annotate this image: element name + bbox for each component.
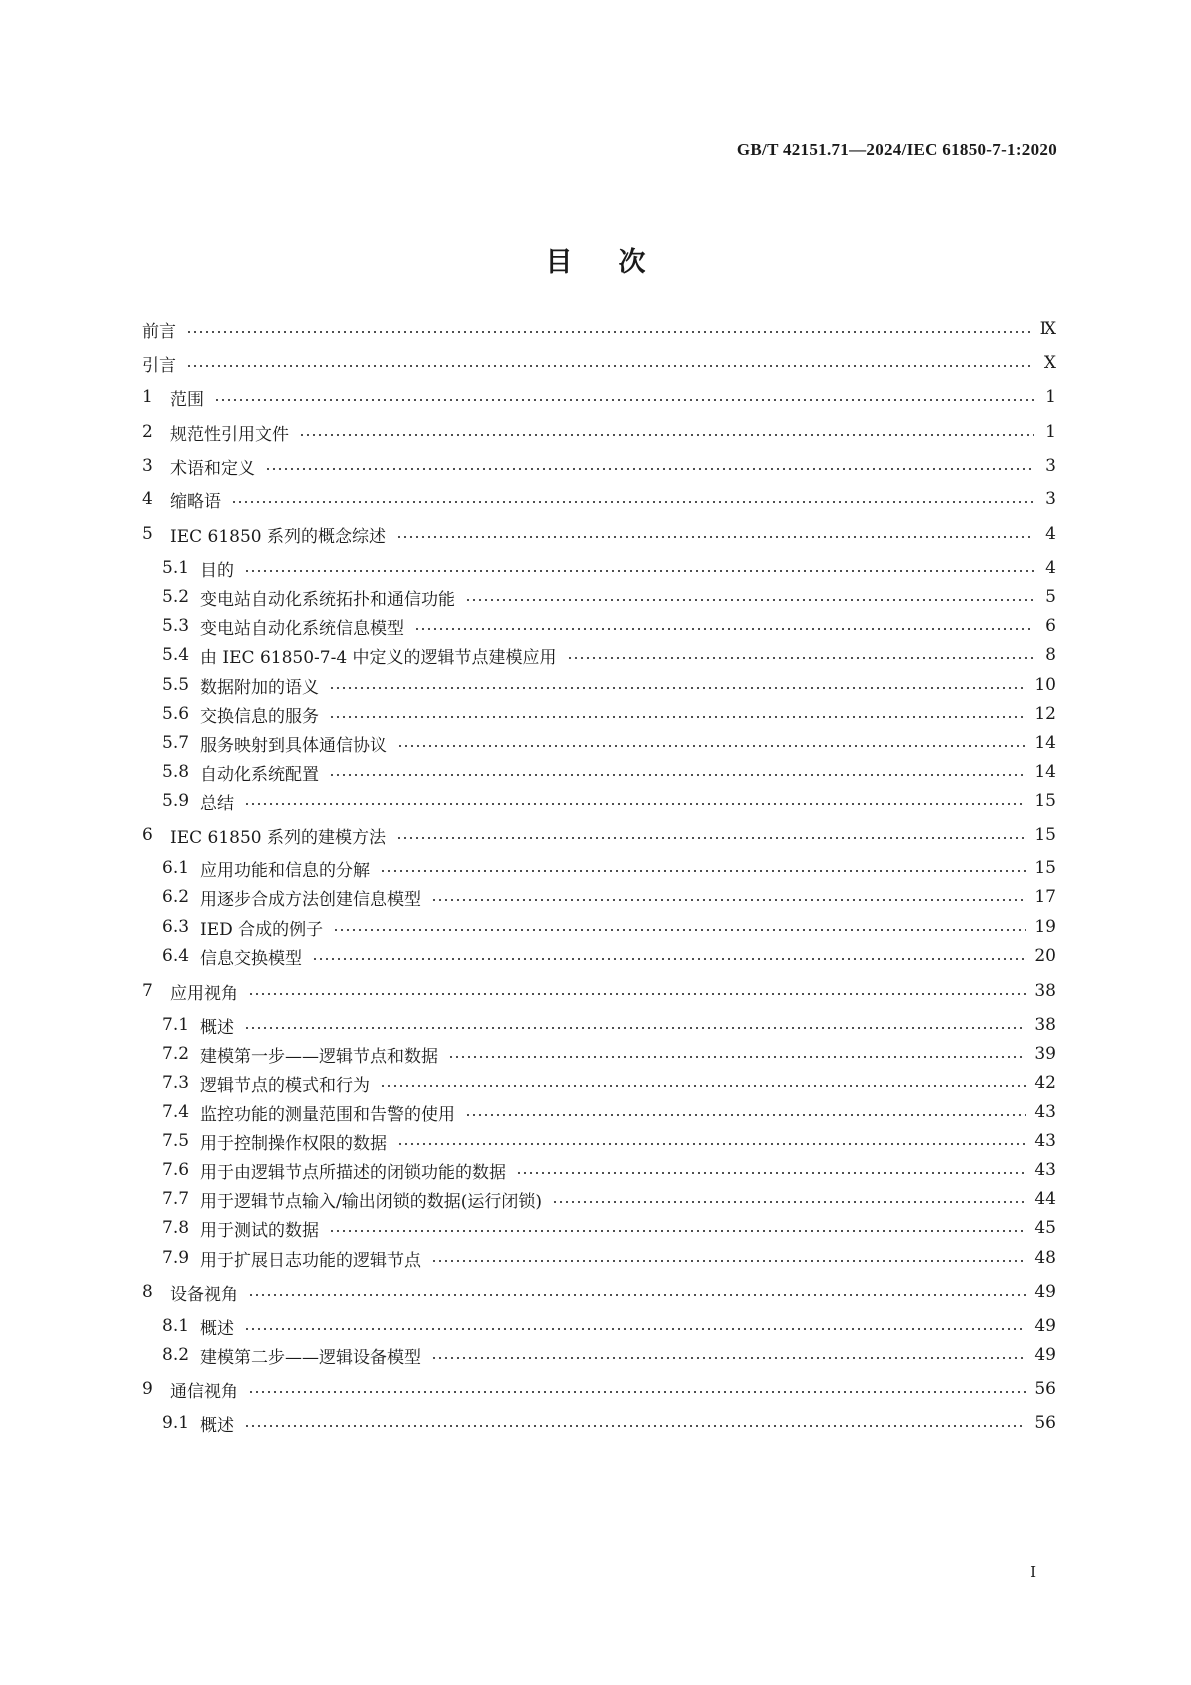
toc-entry-label: IEC 61850 系列的建模方法 [170, 827, 387, 848]
dot-leader [329, 774, 1026, 776]
toc-entry-number: 7.6 [162, 1160, 190, 1180]
toc-entry-number: 5.2 [162, 587, 190, 607]
dot-leader [329, 716, 1026, 718]
toc-entry-label: 总结 [200, 793, 234, 814]
toc-entry-label: 数据附加的语义 [200, 677, 319, 698]
toc-entry-number: 5.3 [162, 616, 190, 636]
toc-entry-page: Ⅸ [1039, 319, 1056, 339]
toc-entry-page: Ⅹ [1043, 353, 1056, 373]
toc-entry-page: 38 [1034, 1015, 1056, 1035]
dot-leader [431, 899, 1026, 901]
toc-entry[interactable] [162, 884, 1056, 910]
toc-entry[interactable] [162, 701, 1056, 727]
dot-leader [186, 331, 1032, 333]
toc-entry-page: 6 [1045, 616, 1056, 636]
toc-entry-number: 3 [142, 456, 153, 476]
toc-entry-number: 7.5 [162, 1131, 190, 1151]
toc-entry-label: 应用视角 [170, 983, 238, 1004]
toc-entry[interactable] [142, 1279, 1056, 1305]
toc-entry-label: 缩略语 [170, 491, 221, 512]
toc-entry-page: 19 [1034, 917, 1056, 937]
toc-entry-page: 44 [1034, 1189, 1056, 1209]
toc-entry-page: 48 [1034, 1248, 1056, 1268]
dot-leader [299, 434, 1034, 436]
toc-entry-number: 6.1 [162, 858, 190, 878]
toc-entry-number: 5.6 [162, 704, 190, 724]
toc-entry-number: 5.5 [162, 675, 190, 695]
dot-leader [397, 745, 1026, 747]
toc-entry-label: 概述 [200, 1017, 234, 1038]
toc-entry-page: 4 [1045, 558, 1056, 578]
toc-entry-page: 10 [1034, 675, 1056, 695]
toc-entry[interactable] [142, 978, 1056, 1004]
toc-entry-number: 5.7 [162, 733, 190, 753]
toc-entry[interactable] [162, 1012, 1056, 1038]
toc-entry-label: 术语和定义 [170, 458, 255, 479]
toc-entry-page: 38 [1034, 981, 1056, 1001]
dot-leader [431, 1357, 1026, 1359]
toc-entry[interactable] [162, 1041, 1056, 1067]
dot-leader [329, 1230, 1026, 1232]
toc-entry-label: 引言 [142, 355, 176, 376]
toc-entry-number: 6 [142, 825, 153, 845]
toc-entry-number: 8.1 [162, 1316, 190, 1336]
page-number: Ⅰ [1030, 1563, 1036, 1581]
toc-entry[interactable] [142, 316, 1056, 342]
toc-entry-label: 范围 [170, 389, 204, 410]
toc-entry-page: 56 [1034, 1379, 1056, 1399]
toc-entry[interactable] [162, 1099, 1056, 1125]
toc-entry[interactable] [142, 1376, 1056, 1402]
toc-entry[interactable] [142, 486, 1056, 512]
toc-entry-page: 8 [1045, 645, 1056, 665]
toc-entry-number: 9.1 [162, 1413, 190, 1433]
dot-leader [214, 399, 1034, 401]
toc-entry-page: 14 [1034, 733, 1056, 753]
toc-entry-label: 由 IEC 61850-7-4 中定义的逻辑节点建模应用 [200, 647, 557, 668]
toc-entry-page: 15 [1034, 791, 1056, 811]
toc-entry-label: 用于扩展日志功能的逻辑节点 [200, 1250, 421, 1271]
toc-entry-page: 43 [1034, 1160, 1056, 1180]
toc-entry[interactable] [162, 1410, 1056, 1436]
toc-entry[interactable] [162, 642, 1056, 668]
toc-entry-label: 变电站自动化系统信息模型 [200, 618, 404, 639]
dot-leader [312, 958, 1026, 960]
dot-leader [329, 687, 1026, 689]
toc-entry-label: 用于测试的数据 [200, 1220, 319, 1241]
dot-leader [248, 993, 1026, 995]
toc-entry[interactable] [162, 914, 1056, 940]
toc-entry-label: 变电站自动化系统拓扑和通信功能 [200, 589, 455, 610]
dot-leader [248, 1391, 1026, 1393]
toc-entry[interactable] [162, 1342, 1056, 1368]
toc-entry[interactable] [162, 555, 1056, 581]
toc-entry-number: 1 [142, 387, 153, 407]
toc-entry[interactable] [162, 943, 1056, 969]
dot-leader [244, 570, 1034, 572]
toc-entry[interactable] [162, 1186, 1056, 1212]
toc-entry-page: 49 [1034, 1316, 1056, 1336]
dot-leader [380, 1085, 1026, 1087]
toc-entry[interactable] [162, 1157, 1056, 1183]
dot-leader [248, 1294, 1026, 1296]
toc-entry-number: 6.4 [162, 946, 190, 966]
toc-entry-label: 通信视角 [170, 1381, 238, 1402]
toc-entry[interactable] [162, 759, 1056, 785]
toc-entry-number: 4 [142, 489, 153, 509]
toc-entry-number: 5 [142, 524, 153, 544]
toc-entry-label: 建模第二步——逻辑设备模型 [200, 1347, 421, 1368]
toc-entry-number: 7.9 [162, 1248, 190, 1268]
toc-entry-label: 用于由逻辑节点所描述的闭锁功能的数据 [200, 1162, 506, 1183]
toc-entry-page: 20 [1034, 946, 1056, 966]
toc-entry-number: 7.4 [162, 1102, 190, 1122]
toc-entry-page: 43 [1034, 1102, 1056, 1122]
toc-entry-page: 3 [1045, 456, 1056, 476]
standard-code: GB/T 42151.71—2024/IEC 61850-7-1:2020 [736, 140, 1057, 159]
toc-entry-label: 逻辑节点的模式和行为 [200, 1075, 370, 1096]
toc-entry[interactable] [162, 1245, 1056, 1271]
toc-entry-page: 1 [1045, 387, 1056, 407]
toc-entry-label: IEC 61850 系列的概念综述 [170, 526, 387, 547]
dot-leader [448, 1056, 1026, 1058]
toc-entry-label: 自动化系统配置 [200, 764, 319, 785]
toc-entry-page: 49 [1034, 1282, 1056, 1302]
dot-leader [552, 1201, 1026, 1203]
dot-leader [333, 929, 1026, 931]
toc-entry-page: 1 [1045, 422, 1056, 442]
dot-leader [265, 468, 1034, 470]
dot-leader [396, 536, 1034, 538]
toc-entry[interactable] [162, 788, 1056, 814]
dot-leader [431, 1260, 1026, 1262]
toc-entry-number: 5.4 [162, 645, 190, 665]
toc-entry-number: 7.8 [162, 1218, 190, 1238]
toc-entry[interactable] [142, 419, 1056, 445]
dot-leader [380, 870, 1026, 872]
toc-entry-number: 7 [142, 981, 153, 1001]
toc-entry-page: 42 [1034, 1073, 1056, 1093]
toc-entry-number: 7.1 [162, 1015, 190, 1035]
dot-leader [465, 1114, 1026, 1116]
toc-entry[interactable] [162, 672, 1056, 698]
toc-entry-page: 17 [1034, 887, 1056, 907]
dot-leader [397, 1143, 1026, 1145]
dot-leader [516, 1172, 1026, 1174]
toc-entry-label: 目的 [200, 560, 234, 581]
toc-entry-number: 6.3 [162, 917, 190, 937]
toc-entry[interactable] [142, 453, 1056, 479]
toc-entry-label: 服务映射到具体通信协议 [200, 735, 387, 756]
dot-leader [396, 837, 1026, 839]
toc-entry[interactable] [142, 350, 1056, 376]
toc-entry[interactable] [162, 855, 1056, 881]
toc-entry-number: 8.2 [162, 1345, 190, 1365]
toc-entry-number: 8 [142, 1282, 153, 1302]
toc-entry-page: 3 [1045, 489, 1056, 509]
toc-entry-number: 9 [142, 1379, 153, 1399]
dot-leader [244, 1328, 1026, 1330]
toc-entry[interactable] [162, 1215, 1056, 1241]
toc-entry-number: 7.3 [162, 1073, 190, 1093]
toc-entry-label: 设备视角 [170, 1284, 238, 1305]
toc-entry-page: 45 [1034, 1218, 1056, 1238]
dot-leader [567, 657, 1034, 659]
toc-entry-label: 监控功能的测量范围和告警的使用 [200, 1104, 455, 1125]
toc-entry-page: 12 [1034, 704, 1056, 724]
toc-entry[interactable] [142, 521, 1056, 547]
toc-entry-label: 规范性引用文件 [170, 424, 289, 445]
toc-entry-label: IED 合成的例子 [200, 919, 324, 940]
toc-entry-page: 15 [1034, 858, 1056, 878]
toc-entry-page: 14 [1034, 762, 1056, 782]
toc-entry-label: 用于逻辑节点输入/输出闭锁的数据(运行闭锁) [200, 1191, 542, 1212]
toc-entry-label: 用于控制操作权限的数据 [200, 1133, 387, 1154]
dot-leader [465, 599, 1034, 601]
toc-entry-label: 概述 [200, 1415, 234, 1436]
dot-leader [231, 501, 1034, 503]
toc-entry[interactable] [142, 384, 1056, 410]
toc-entry-label: 应用功能和信息的分解 [200, 860, 370, 881]
toc-entry-label: 交换信息的服务 [200, 706, 319, 727]
toc-entry[interactable] [162, 613, 1056, 639]
toc-entry-number: 6.2 [162, 887, 190, 907]
page-title: 目次 [545, 247, 692, 278]
toc-entry-page: 15 [1034, 825, 1056, 845]
toc-entry-number: 5.1 [162, 558, 190, 578]
toc-entry-number: 7.7 [162, 1189, 190, 1209]
dot-leader [244, 1027, 1026, 1029]
toc-entry-number: 7.2 [162, 1044, 190, 1064]
toc-entry-page: 39 [1034, 1044, 1056, 1064]
toc-entry-label: 信息交换模型 [200, 948, 302, 969]
toc-entry[interactable] [162, 1128, 1056, 1154]
dot-leader [244, 803, 1026, 805]
toc-entry-label: 用逐步合成方法创建信息模型 [200, 889, 421, 910]
toc-entry-page: 49 [1034, 1345, 1056, 1365]
toc-entry[interactable] [162, 584, 1056, 610]
toc-entry-number: 5.8 [162, 762, 190, 782]
toc-entry-number: 5.9 [162, 791, 190, 811]
toc-entry-page: 56 [1034, 1413, 1056, 1433]
toc-entry-label: 建模第一步——逻辑节点和数据 [200, 1046, 438, 1067]
toc-entry[interactable] [162, 730, 1056, 756]
toc-entry[interactable] [162, 1070, 1056, 1096]
toc-entry-label: 概述 [200, 1318, 234, 1339]
toc-entry-number: 2 [142, 422, 153, 442]
dot-leader [186, 365, 1034, 367]
toc-entry[interactable] [142, 822, 1056, 848]
toc-entry-label: 前言 [142, 321, 176, 342]
dot-leader [244, 1425, 1026, 1427]
toc-entry[interactable] [162, 1313, 1056, 1339]
toc-entry-page: 43 [1034, 1131, 1056, 1151]
toc-entry-page: 4 [1045, 524, 1056, 544]
dot-leader [414, 628, 1034, 630]
toc-entry-page: 5 [1045, 587, 1056, 607]
